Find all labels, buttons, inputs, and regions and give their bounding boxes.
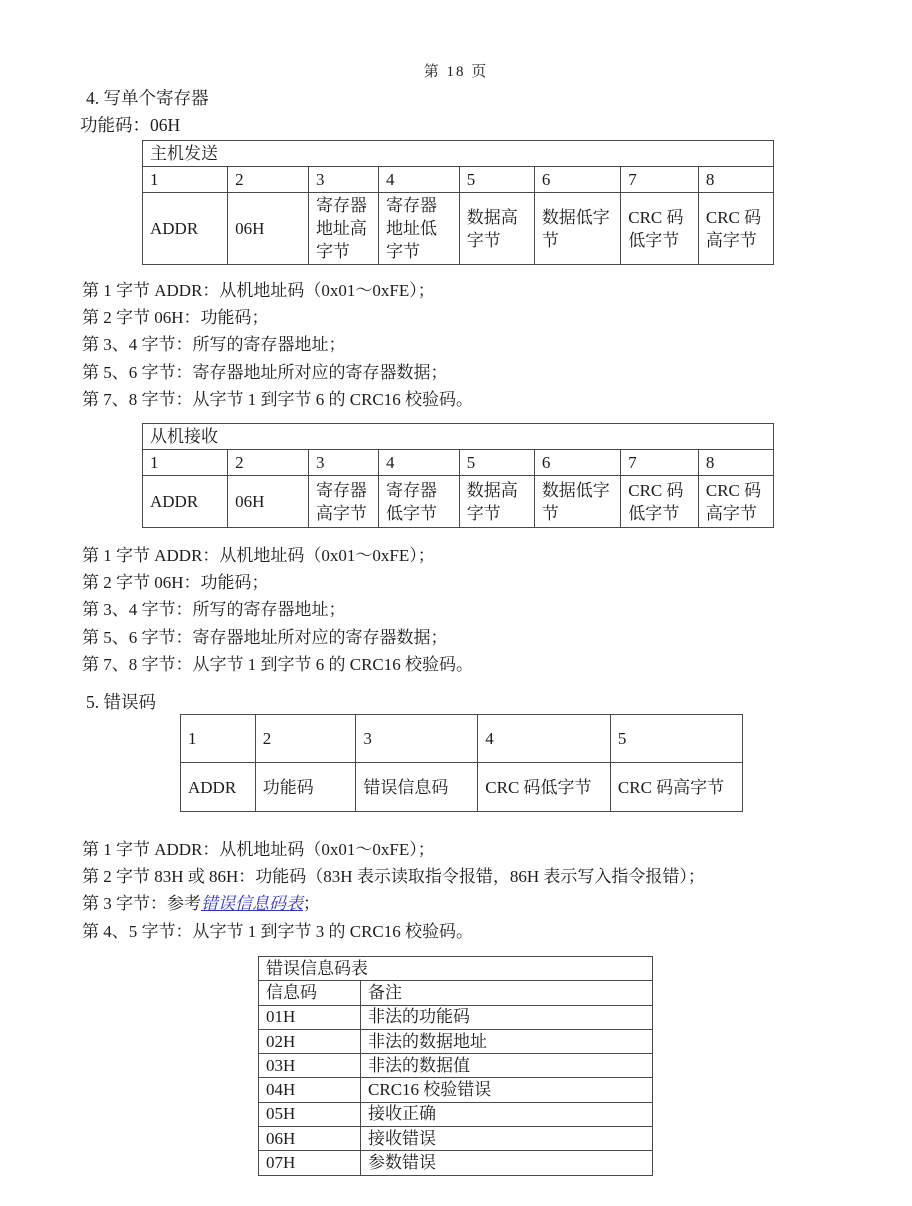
error-code-cell: 05H xyxy=(259,1102,361,1126)
host-send-table-caption: 主机发送 xyxy=(143,141,774,167)
table-cell: CRC 码高字节 xyxy=(698,193,773,265)
table-cell: ADDR xyxy=(143,193,228,265)
note-line-with-link xyxy=(82,890,705,917)
error-code-cell: 06H xyxy=(259,1127,361,1151)
note-line: 第 3、4 字节：所写的寄存器地址； xyxy=(82,600,346,620)
column-header: 2 xyxy=(228,450,309,476)
column-header: 5 xyxy=(459,167,534,193)
host-send-notes xyxy=(82,277,473,413)
table-cell: 06H xyxy=(228,193,309,265)
table-cell: 错误信息码 xyxy=(356,763,478,812)
table-row xyxy=(259,1151,653,1175)
column-header: 5 xyxy=(610,715,742,763)
host-send-column-row xyxy=(143,167,774,193)
error-frame-table xyxy=(180,714,743,812)
table-cell: CRC 码低字节 xyxy=(621,476,699,528)
table-cell: ADDR xyxy=(181,763,256,812)
column-header: 2 xyxy=(255,715,356,763)
table-cell: 寄存器地址高字节 xyxy=(308,193,378,265)
error-code-cell: 01H xyxy=(259,1005,361,1029)
note-line: 第 1 字节 ADDR：从机地址码（0x01～0xFE）； xyxy=(82,281,435,300)
note-line: 第 5、6 字节：寄存器地址所对应的寄存器数据； xyxy=(82,627,448,647)
slave-receive-table-caption: 从机接收 xyxy=(143,424,774,450)
column-header: 1 xyxy=(143,450,228,476)
column-header: 信息码 xyxy=(259,981,361,1005)
column-header: 3 xyxy=(308,167,378,193)
table-cell: CRC 码低字节 xyxy=(621,193,699,265)
table-cell: 寄存器低字节 xyxy=(378,476,459,528)
error-info-table xyxy=(258,956,653,1176)
error-code-cell: 03H xyxy=(259,1054,361,1078)
column-header: 6 xyxy=(534,167,620,193)
error-remark-cell: 非法的数据值 xyxy=(361,1054,653,1078)
note-line: 第 4、5 字节：从字节 1 到字节 3 的 CRC16 校验码。 xyxy=(82,921,474,941)
column-header: 备注 xyxy=(361,981,653,1005)
column-header: 7 xyxy=(621,450,699,476)
error-remark-cell: 接收错误 xyxy=(361,1127,653,1151)
column-header: 3 xyxy=(356,715,478,763)
table-cell: 数据高字节 xyxy=(459,193,534,265)
table-cell: ADDR xyxy=(143,476,228,528)
error-info-table-caption: 错误信息码表 xyxy=(259,957,653,981)
note-line: 第 1 字节 ADDR：从机地址码（0x01～0xFE）； xyxy=(82,840,435,859)
column-header: 2 xyxy=(228,167,309,193)
slave-receive-table xyxy=(142,423,774,528)
page-number-header: 第 18 页 xyxy=(423,64,489,80)
column-header: 4 xyxy=(378,167,459,193)
column-header: 3 xyxy=(308,450,378,476)
error-remark-cell: 接收正确 xyxy=(361,1102,653,1126)
note-line: 第 7、8 字节：从字节 1 到字节 6 的 CRC16 校验码。 xyxy=(82,654,474,674)
error-frame-column-row xyxy=(181,715,743,763)
slave-receive-column-row xyxy=(143,450,774,476)
table-cell: 功能码 xyxy=(255,763,356,812)
error-frame-data-row xyxy=(181,763,743,812)
table-row xyxy=(259,1127,653,1151)
error-code-notes xyxy=(82,836,705,945)
table-cell: 数据高字节 xyxy=(459,476,534,528)
function-code-line: 功能码：06H xyxy=(80,115,181,135)
table-row xyxy=(259,1029,653,1053)
host-send-table xyxy=(142,140,774,265)
column-header: 4 xyxy=(478,715,611,763)
table-cell: 寄存器高字节 xyxy=(308,476,378,528)
error-remark-cell: 非法的功能码 xyxy=(361,1005,653,1029)
table-cell: CRC 码高字节 xyxy=(698,476,773,528)
note-line: 第 2 字节 06H：功能码； xyxy=(82,308,269,328)
error-remark-cell: 参数错误 xyxy=(361,1151,653,1175)
column-header: 6 xyxy=(534,450,620,476)
error-remark-cell: 非法的数据地址 xyxy=(361,1029,653,1053)
note-line: 第 2 字节 06H：功能码； xyxy=(82,573,269,593)
table-cell: CRC 码高字节 xyxy=(610,763,742,812)
table-row xyxy=(259,1078,653,1102)
error-remark-cell: CRC16 校验错误 xyxy=(361,1078,653,1102)
section-title-write-single-register: 4. 写单个寄存器 xyxy=(86,88,209,108)
note-line: 第 5、6 字节：寄存器地址所对应的寄存器数据； xyxy=(82,362,448,382)
error-code-cell: 04H xyxy=(259,1078,361,1102)
column-header: 4 xyxy=(378,450,459,476)
section-title-error-code: 5. 错误码 xyxy=(86,692,156,712)
column-header: 5 xyxy=(459,450,534,476)
slave-receive-notes xyxy=(82,542,473,678)
table-row xyxy=(259,1054,653,1078)
host-send-data-row xyxy=(143,193,774,265)
table-row xyxy=(259,1005,653,1029)
error-info-header-row xyxy=(259,981,653,1005)
slave-receive-data-row xyxy=(143,476,774,528)
column-header: 7 xyxy=(621,167,699,193)
column-header: 8 xyxy=(698,167,773,193)
column-header: 8 xyxy=(698,450,773,476)
error-info-table-link[interactable]: 错误信息码表 xyxy=(201,894,303,914)
error-code-cell: 02H xyxy=(259,1029,361,1053)
table-cell: CRC 码低字节 xyxy=(478,763,611,812)
note-line-suffix: ； xyxy=(303,894,320,914)
table-cell: 寄存器地址低字节 xyxy=(378,193,459,265)
column-header: 1 xyxy=(181,715,256,763)
error-code-cell: 07H xyxy=(259,1151,361,1175)
note-line-prefix: 第 3 字节：参考 xyxy=(82,894,201,914)
table-cell: 数据低字节 xyxy=(534,193,620,265)
table-cell: 06H xyxy=(228,476,309,528)
note-line: 第 1 字节 ADDR：从机地址码（0x01～0xFE）； xyxy=(82,546,435,565)
note-line: 第 3、4 字节：所写的寄存器地址； xyxy=(82,335,346,355)
table-row xyxy=(259,1102,653,1126)
column-header: 1 xyxy=(143,167,228,193)
note-line: 第 2 字节 83H 或 86H：功能码（83H 表示读取指令报错，86H 表示写入指令报错）； xyxy=(82,867,705,887)
table-cell: 数据低字节 xyxy=(534,476,620,528)
note-line: 第 7、8 字节：从字节 1 到字节 6 的 CRC16 校验码。 xyxy=(82,389,474,409)
